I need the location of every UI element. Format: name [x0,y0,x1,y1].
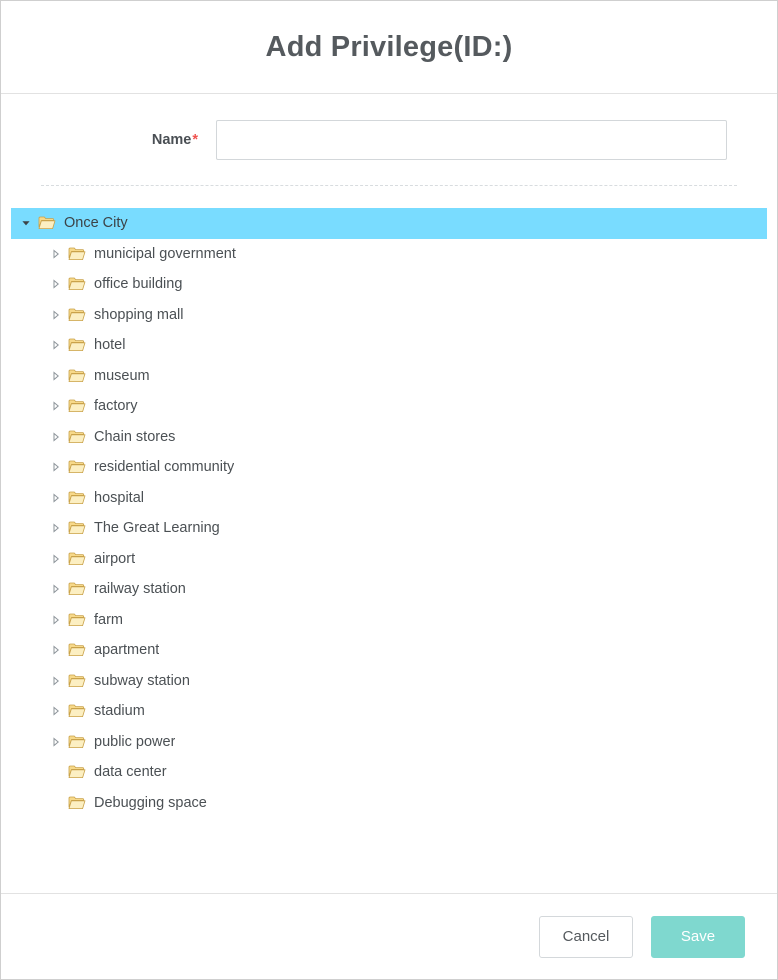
folder-icon [68,276,86,292]
tree-node[interactable] [11,727,767,758]
tree-node[interactable] [11,300,767,331]
triangle-right-icon[interactable] [47,702,65,720]
tree-indent-spacer [47,794,65,812]
tree-node[interactable] [11,269,767,300]
tree-node[interactable] [11,361,767,392]
folder-icon [68,368,86,384]
name-field-label [41,132,216,148]
tree-node-label: municipal government [94,245,236,262]
section-divider [41,185,737,186]
tree-node-label: Once City [64,215,128,232]
tree-node-label: Debugging space [94,794,207,811]
tree-node[interactable] [11,422,767,453]
tree-node[interactable] [11,635,767,666]
folder-icon [68,673,86,689]
tree-node-label: data center [94,764,167,781]
tree-node-label: shopping mall [94,306,184,323]
save-button[interactable]: Save [651,916,745,958]
tree-node[interactable] [11,483,767,514]
triangle-right-icon[interactable] [47,397,65,415]
triangle-right-icon[interactable] [47,367,65,385]
triangle-right-icon[interactable] [47,611,65,629]
folder-icon [68,246,86,262]
privilege-tree-scroll[interactable] [11,208,767,893]
folder-icon [68,398,86,414]
triangle-right-icon[interactable] [47,306,65,324]
page-title: Add Privilege(ID:) [265,30,513,63]
tree-node[interactable] [11,574,767,605]
tree-node-label: residential community [94,459,235,476]
tree-indent-spacer [47,763,65,781]
dialog-footer [1,893,777,979]
folder-icon [68,764,86,780]
tree-node[interactable] [11,330,767,361]
tree-node[interactable] [11,696,767,727]
tree-node[interactable] [11,513,767,544]
folder-icon [68,551,86,567]
tree-node-label: hotel [94,337,126,354]
tree-node[interactable] [11,666,767,697]
triangle-right-icon[interactable] [47,641,65,659]
folder-icon [38,215,56,231]
tree-node-label: railway station [94,581,186,598]
folder-icon [68,429,86,445]
triangle-right-icon[interactable] [47,336,65,354]
tree-node[interactable] [11,788,767,819]
tree-node-label: hospital [94,489,144,506]
folder-icon [68,307,86,323]
triangle-right-icon[interactable] [47,275,65,293]
folder-icon [68,612,86,628]
folder-icon [68,642,86,658]
triangle-down-icon[interactable] [17,214,35,232]
tree-node-label: The Great Learning [94,520,220,537]
tree-node-label: office building [94,276,183,293]
triangle-right-icon[interactable] [47,580,65,598]
tree-node[interactable] [11,239,767,270]
folder-icon [68,581,86,597]
dialog-body [1,94,777,893]
tree-node-label: Chain stores [94,428,176,445]
tree-node[interactable] [11,452,767,483]
tree-node-label: subway station [94,672,190,689]
tree-node-label: farm [94,611,123,628]
name-input[interactable] [216,120,727,160]
tree-node-label: stadium [94,703,145,720]
folder-icon [68,337,86,353]
folder-icon [68,490,86,506]
triangle-right-icon[interactable] [47,550,65,568]
name-label-text: Name [151,132,192,148]
triangle-right-icon[interactable] [47,245,65,263]
tree-node-label: airport [94,550,136,567]
privilege-tree [11,208,767,818]
triangle-right-icon[interactable] [47,428,65,446]
triangle-right-icon[interactable] [47,519,65,537]
tree-node-root[interactable] [11,208,767,239]
tree-node[interactable] [11,544,767,575]
name-form-row [1,94,777,160]
tree-node-label: museum [94,367,150,384]
dialog-header [1,1,777,94]
tree-node-label: public power [94,733,176,750]
tree-node-label: apartment [94,642,160,659]
folder-icon [68,703,86,719]
triangle-right-icon[interactable] [47,672,65,690]
triangle-right-icon[interactable] [47,489,65,507]
triangle-right-icon[interactable] [47,733,65,751]
tree-node[interactable] [11,757,767,788]
tree-node[interactable] [11,605,767,636]
cancel-button[interactable]: Cancel [539,916,633,958]
triangle-right-icon[interactable] [47,458,65,476]
folder-icon [68,734,86,750]
tree-node[interactable] [11,391,767,422]
folder-icon [68,795,86,811]
folder-icon [68,459,86,475]
folder-icon [68,520,86,536]
tree-node-label: factory [94,398,138,415]
required-asterisk: * [192,132,198,148]
